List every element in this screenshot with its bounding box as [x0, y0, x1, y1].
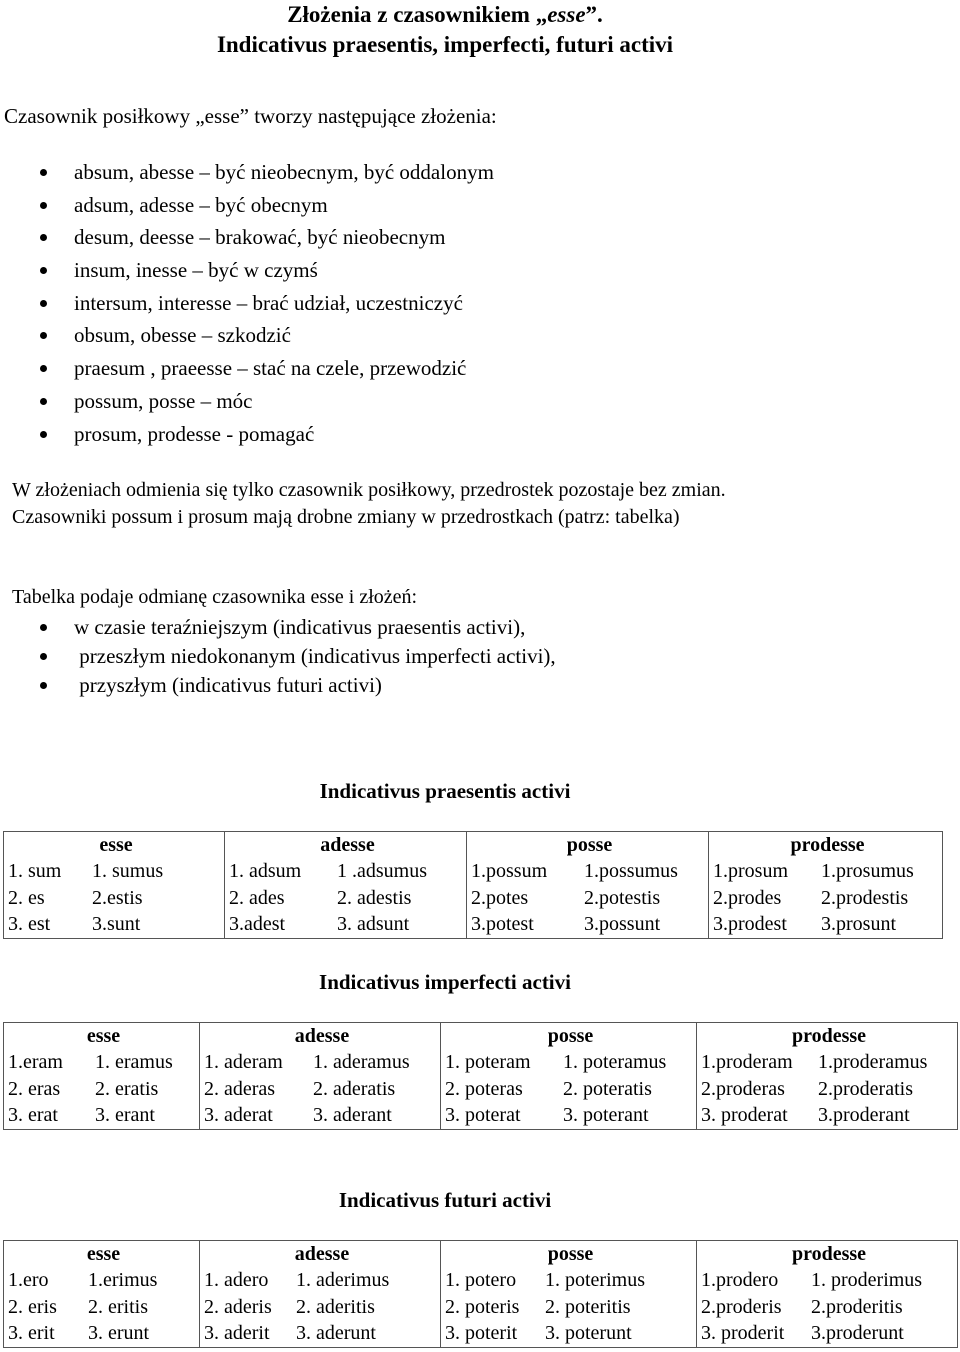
form-row [471, 911, 708, 938]
page-title [0, 0, 890, 30]
list-item [0, 418, 494, 451]
column-header: prodesse [697, 1241, 958, 1268]
plural-form: 1. eramus [95, 1051, 173, 1073]
singular-form: 3. erit [8, 1322, 55, 1345]
form-row [204, 1049, 440, 1076]
column-header: adesse [200, 1241, 441, 1268]
form-row [8, 858, 224, 885]
form-row [701, 1076, 957, 1103]
column-header: adesse [225, 832, 467, 859]
table-row [4, 1267, 958, 1348]
plural-form: 2.proderitis [811, 1295, 903, 1318]
table-intro: Tabelka podaje odmianę czasownika esse i złożeń: [12, 586, 418, 608]
plural-form: 1. aderamus [313, 1051, 410, 1073]
page-subtitle: Indicativus praesentis, imperfecti, futuri activi [216, 32, 674, 57]
plural-form: 2.prodestis [821, 886, 909, 909]
singular-form: 2.proderis [701, 1295, 782, 1318]
singular-form: 2. aderis [204, 1295, 272, 1318]
list-item-text: prosum, prodesse - pomagać [74, 421, 315, 446]
column-header: esse [4, 1241, 200, 1268]
table-cell [697, 1049, 958, 1130]
singular-form: 2.prodes [713, 886, 782, 909]
singular-form: 2. eris [8, 1295, 57, 1318]
singular-form: 3. poterit [445, 1322, 518, 1345]
list-item [0, 287, 494, 320]
plural-form: 2.estis [92, 886, 143, 909]
plural-form: 1.possumus [584, 860, 678, 882]
singular-form: 1. aderam [204, 1051, 283, 1073]
list-item [0, 352, 494, 385]
plural-form: 1. poteramus [563, 1051, 667, 1073]
column-header: posse [441, 1023, 697, 1050]
column-header: esse [4, 1023, 200, 1050]
singular-form: 2.potes [471, 886, 529, 909]
plural-form: 3. adsunt [337, 913, 410, 936]
table-cell [4, 858, 225, 939]
form-row [8, 1076, 199, 1103]
bullet-icon [40, 169, 47, 176]
form-row [229, 911, 466, 938]
form-row [713, 858, 942, 885]
list-item [0, 385, 494, 418]
title-italic-word: esse [547, 2, 586, 27]
singular-form: 3.potest [471, 913, 534, 936]
table-praesentis [3, 831, 943, 939]
paragraph-line-2: Czasowniki possum i prosum mają drobne zmiany w przedrostkach (patrz: tabelka) [12, 506, 680, 528]
form-row [471, 885, 708, 912]
plural-form: 3.proderunt [811, 1322, 904, 1345]
list-item [0, 319, 494, 352]
form-row [229, 858, 466, 885]
singular-form: 3. erat [8, 1104, 58, 1127]
form-row [701, 1267, 957, 1294]
form-row [8, 1320, 199, 1347]
singular-form: 2. es [8, 886, 45, 909]
singular-form: 3.prodest [713, 913, 787, 936]
singular-form: 3. poterat [445, 1104, 521, 1127]
table-futuri [3, 1240, 958, 1348]
bullet-icon [40, 267, 47, 274]
singular-form: 1.prodero [701, 1269, 779, 1291]
singular-form: 1. adero [204, 1269, 269, 1291]
bullet-icon [40, 300, 47, 307]
list-item-text: w czasie teraźniejszym (indicativus praesentis activi), [74, 615, 526, 639]
plural-form: 2.proderatis [818, 1077, 913, 1100]
plural-form: 1 .adsumus [337, 860, 427, 882]
form-row [204, 1320, 440, 1347]
form-row [8, 885, 224, 912]
bullet-icon [40, 234, 47, 241]
singular-form: 3. est [8, 913, 51, 936]
form-row [701, 1320, 957, 1347]
plural-form: 1. sumus [92, 860, 164, 882]
singular-form: 1.prosum [713, 860, 788, 882]
form-row [229, 885, 466, 912]
plural-form: 2. eritis [88, 1295, 148, 1318]
form-row [445, 1294, 696, 1321]
compounds-list [0, 156, 494, 450]
list-item-text: adsum, adesse – być obecnym [74, 192, 328, 217]
form-row [8, 1049, 199, 1076]
list-item-text: insum, inesse – być w czymś [74, 258, 318, 283]
table-cell [225, 858, 467, 939]
form-row [8, 911, 224, 938]
bullet-icon [40, 398, 47, 405]
bullet-icon [40, 365, 47, 372]
form-row [445, 1049, 696, 1076]
plural-form: 3. aderant [313, 1104, 392, 1127]
form-row [8, 1267, 199, 1294]
plural-form: 2. aderitis [296, 1295, 375, 1318]
singular-form: 1.ero [8, 1269, 49, 1291]
plural-form: 2.potestis [584, 886, 661, 909]
plural-form: 1.erimus [88, 1269, 158, 1291]
section-title-praesentis: Indicativus praesentis activi [319, 779, 571, 803]
list-item-text: possum, posse – móc [74, 388, 253, 413]
singular-form: 2. poteras [445, 1077, 523, 1100]
form-row [204, 1076, 440, 1103]
column-header: esse [4, 832, 225, 859]
singular-form: 1. potero [445, 1269, 517, 1291]
intro-text: Czasownik posiłkowy „esse” tworzy następujące złożenia: [4, 104, 497, 128]
table-cell [441, 1049, 697, 1130]
singular-form: 1.eram [8, 1051, 63, 1073]
bullet-icon [40, 202, 47, 209]
singular-form: 2.proderas [701, 1077, 785, 1100]
form-row [445, 1320, 696, 1347]
plural-form: 3. aderunt [296, 1322, 376, 1345]
column-header: prodesse [697, 1023, 958, 1050]
table-row [4, 1049, 958, 1130]
singular-form: 3. proderat [701, 1104, 788, 1127]
bullet-icon [40, 682, 47, 689]
form-row [8, 1102, 199, 1129]
table-row [4, 858, 943, 939]
column-header: posse [467, 832, 709, 859]
list-item [0, 221, 494, 254]
title-suffix: ”. [585, 2, 603, 27]
plural-form: 1. poterimus [545, 1269, 645, 1291]
singular-form: 3. aderat [204, 1104, 273, 1127]
form-row [471, 858, 708, 885]
plural-form: 1.prosumus [821, 860, 914, 882]
form-row [701, 1102, 957, 1129]
singular-form: 2. ades [229, 886, 285, 909]
table-cell [441, 1267, 697, 1348]
form-row [445, 1076, 696, 1103]
plural-form: 2. aderatis [313, 1077, 396, 1100]
plural-form: 1.proderamus [818, 1051, 928, 1073]
title-text: Złożenia z czasownikiem „ [287, 2, 548, 27]
list-item-text: przeszłym niedokonanym (indicativus imperfecti activi), [74, 644, 556, 668]
plural-form: 3. poterant [563, 1104, 649, 1127]
list-item-text: praesum , praeesse – stać na czele, przewodzić [74, 356, 467, 381]
table-imperfecti [3, 1022, 958, 1130]
singular-form: 3. aderit [204, 1322, 270, 1345]
singular-form: 2. aderas [204, 1077, 276, 1100]
table-header-row [4, 832, 943, 859]
form-row [713, 885, 942, 912]
column-header: adesse [200, 1023, 441, 1050]
singular-form: 3.adest [229, 913, 286, 936]
plural-form: 2. poteratis [563, 1077, 652, 1100]
form-row [204, 1267, 440, 1294]
plural-form: 2. eratis [95, 1077, 159, 1100]
form-row [204, 1294, 440, 1321]
plural-form: 3. erunt [88, 1322, 150, 1345]
plural-form: 3. poterunt [545, 1322, 632, 1345]
list-item [0, 156, 494, 189]
list-item-text: absum, abesse – być nieobecnym, być oddalonym [74, 160, 494, 184]
plural-form: 3. erant [95, 1104, 155, 1127]
form-row [701, 1049, 957, 1076]
plural-form: 2. poteritis [545, 1295, 631, 1318]
bullet-icon [40, 431, 47, 438]
form-row [701, 1294, 957, 1321]
form-row [445, 1102, 696, 1129]
table-header-row [4, 1241, 958, 1268]
list-item-text: przyszłym (indicativus futuri activi) [74, 673, 382, 697]
singular-form: 1. adsum [229, 860, 302, 882]
list-item-text: intersum, interesse – brać udział, uczestniczyć [74, 290, 463, 315]
column-header: posse [441, 1241, 697, 1268]
plural-form: 1. aderimus [296, 1269, 390, 1291]
column-header: prodesse [709, 832, 943, 859]
table-cell [200, 1049, 441, 1130]
table-cell [4, 1267, 200, 1348]
section-title-futuri: Indicativus futuri activi [338, 1188, 552, 1212]
singular-form: 2. poteris [445, 1295, 520, 1318]
plural-form: 2. adestis [337, 886, 412, 909]
bullet-icon [40, 624, 47, 631]
table-cell [697, 1267, 958, 1348]
table-cell [200, 1267, 441, 1348]
section-title-imperfecti: Indicativus imperfecti activi [319, 970, 571, 994]
singular-form: 1.possum [471, 860, 548, 882]
table-cell [467, 858, 709, 939]
list-item [0, 189, 494, 222]
plural-form: 3.sunt [92, 913, 141, 936]
form-row [8, 1294, 199, 1321]
singular-form: 3. proderit [701, 1322, 785, 1345]
plural-form: 3.possunt [584, 913, 661, 936]
singular-form: 1.proderam [701, 1051, 793, 1073]
list-item [0, 254, 494, 287]
plural-form: 3.prosunt [821, 913, 896, 936]
form-row [445, 1267, 696, 1294]
paragraph-line-1: W złożeniach odmienia się tylko czasownik posiłkowy, przedrostek pozostaje bez zmian. [12, 479, 726, 501]
plural-form: 1. proderimus [811, 1269, 923, 1291]
table-cell [4, 1049, 200, 1130]
singular-form: 2. eras [8, 1077, 61, 1100]
singular-form: 1. sum [8, 860, 62, 882]
form-row [713, 911, 942, 938]
form-row [204, 1102, 440, 1129]
singular-form: 1. poteram [445, 1051, 531, 1073]
list-item-text: desum, deesse – brakować, być nieobecnym [74, 225, 446, 250]
bullet-icon [40, 332, 47, 339]
table-cell [709, 858, 943, 939]
plural-form: 3.proderant [818, 1104, 910, 1127]
list-item-text: obsum, obesse – szkodzić [74, 323, 291, 348]
table-header-row [4, 1023, 958, 1050]
bullet-icon [40, 653, 47, 660]
